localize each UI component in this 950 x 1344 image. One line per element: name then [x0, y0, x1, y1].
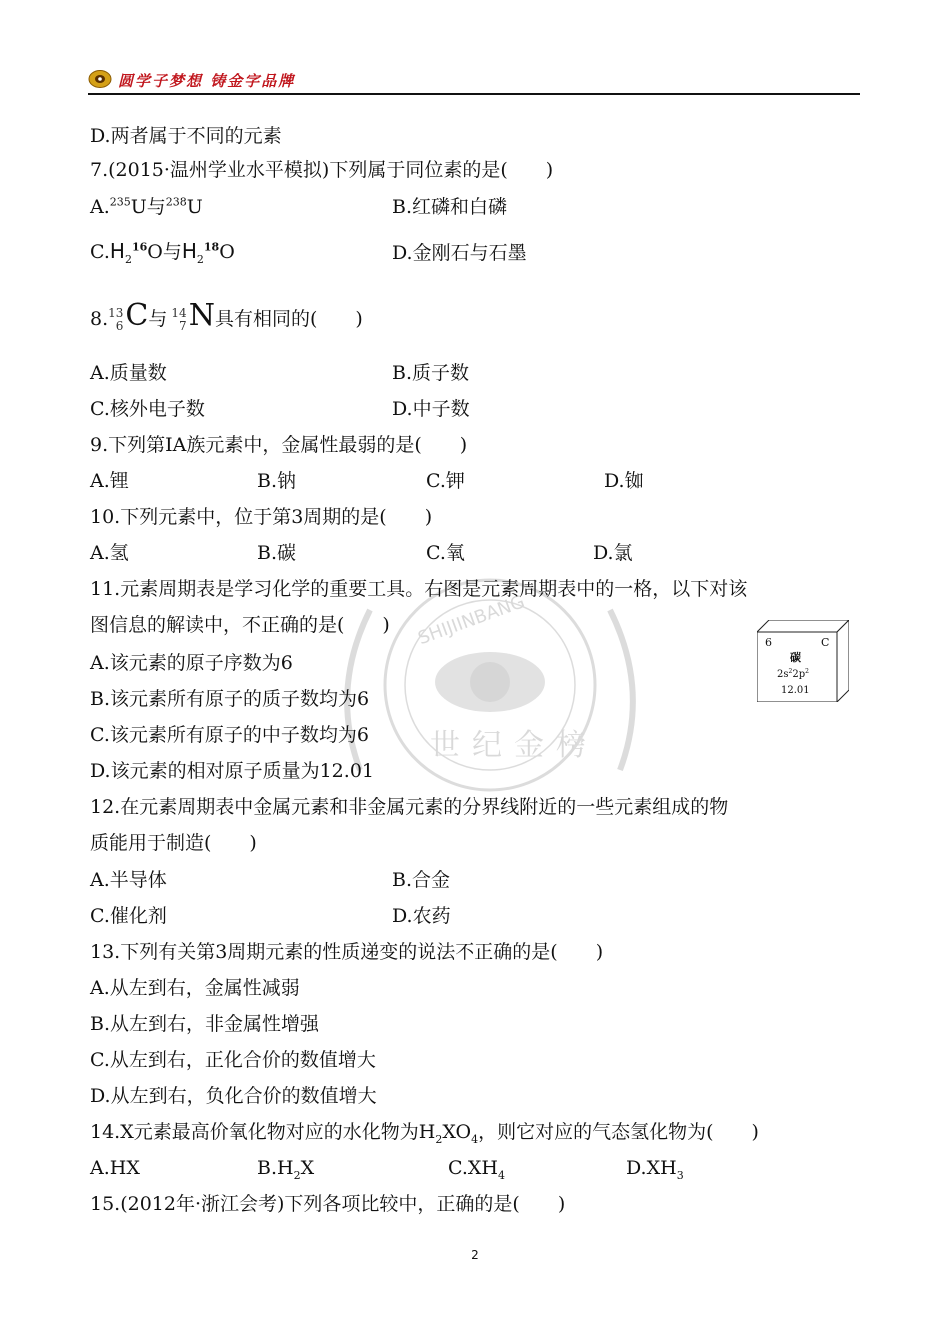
watermark-arc-text: SHIJIINBANG: [415, 591, 528, 650]
q12-stem-line2: 质能用于制造( ): [90, 832, 257, 854]
q14-option-a: A.HX: [90, 1157, 140, 1179]
q8-option-a: A.质量数: [90, 362, 167, 384]
q13-option-d: D.从左到右，负化合价的数值增大: [90, 1085, 377, 1107]
q15-stem: 15.(2012年·浙江会考)下列各项比较中，正确的是( ): [90, 1193, 566, 1215]
q14-stem: 14.X元素最高价氧化物对应的水化物为$H_2XO_4$，则它对应的气态氢化物为( ): [90, 1121, 759, 1146]
q11-option-c: C.该元素所有原子的中子数均为6: [90, 724, 369, 746]
header-slogan: 圆学子梦想 铸金字品牌: [118, 72, 296, 90]
logo-icon: [88, 69, 112, 89]
electron-config: $2s^22p^2$: [777, 668, 809, 680]
q8-option-b: B.质子数: [392, 362, 470, 384]
q11-stem-line1: 11.元素周期表是学习化学的重要工具。右图是元素周期表中的一格，以下对该: [90, 578, 748, 600]
element-symbol: C: [821, 636, 830, 649]
q11-option-d: D.该元素的相对原子质量为12.01: [90, 760, 374, 782]
q8-option-d: D.中子数: [392, 398, 470, 420]
q12-option-d: D.农药: [392, 905, 451, 927]
q13-stem: 13.下列有关第3周期元素的性质递变的说法不正确的是( ): [90, 941, 604, 963]
q10-stem: 10.下列元素中，位于第3周期的是( ): [90, 506, 433, 528]
q14-option-b: $B.H_2X$: [257, 1157, 315, 1182]
element-name: 碳: [790, 651, 801, 664]
q12-option-c: C.催化剂: [90, 905, 167, 927]
q10-option-a: A.氢: [90, 542, 129, 564]
q13-option-c: C.从左到右，正化合价的数值增大: [90, 1049, 376, 1071]
watermark-bottom-text: 世纪金榜: [430, 728, 598, 763]
q7-option-d: D.金刚石与石墨: [392, 242, 527, 264]
q14-option-d: $D.XH_3$: [626, 1157, 684, 1182]
q8-option-c: C.核外电子数: [90, 398, 205, 420]
q9-option-b: B.钠: [257, 470, 297, 492]
q12-option-b: B.合金: [392, 869, 451, 891]
q8-stem: 8.13 6C与 14 7N具有相同的( ): [90, 298, 363, 333]
q13-option-b: B.从左到右，非金属性增强: [90, 1013, 320, 1035]
q12-stem-line1: 12.在元素周期表中金属元素和非金属元素的分界线附近的一些元素组成的物: [90, 796, 729, 818]
q10-option-b: B.碳: [257, 542, 297, 564]
q7-stem: 7.(2015·温州学业水平模拟)下列属于同位素的是( ): [90, 159, 554, 181]
q9-stem: 9.下列第ⅠA族元素中，金属性最弱的是( ): [90, 434, 468, 456]
periodic-table-cell: [757, 620, 849, 702]
q7-option-c: $C.H_2^{16}O$与$H_2^{18}O$: [90, 239, 235, 266]
header-divider: [88, 93, 860, 95]
element-mass: 12.01: [781, 685, 810, 696]
element-number: 6: [765, 636, 772, 649]
q6-option-d: D.两者属于不同的元素: [90, 125, 282, 147]
q7-option-a: A.$^{235}$U与$^{238}$U: [90, 195, 203, 218]
q9-option-d: D.铷: [604, 470, 644, 492]
q9-option-c: C.钾: [426, 470, 465, 492]
q11-option-b: B.该元素所有原子的质子数均为6: [90, 688, 370, 710]
q13-option-a: A.从左到右，金属性减弱: [90, 977, 300, 999]
q14-option-c: $C.XH_4$: [448, 1157, 505, 1182]
q10-option-d: D.氯: [593, 542, 633, 564]
q11-stem-line2: 图信息的解读中，不正确的是( ): [90, 614, 390, 636]
q10-option-c: C.氧: [426, 542, 465, 564]
page-number: 2: [471, 1248, 479, 1262]
q11-option-a: A.该元素的原子序数为6: [90, 652, 293, 674]
q7-option-b: B.红磷和白磷: [392, 196, 508, 218]
page-header: [88, 66, 860, 96]
q9-option-a: A.锂: [90, 470, 129, 492]
q12-option-a: A.半导体: [90, 869, 167, 891]
